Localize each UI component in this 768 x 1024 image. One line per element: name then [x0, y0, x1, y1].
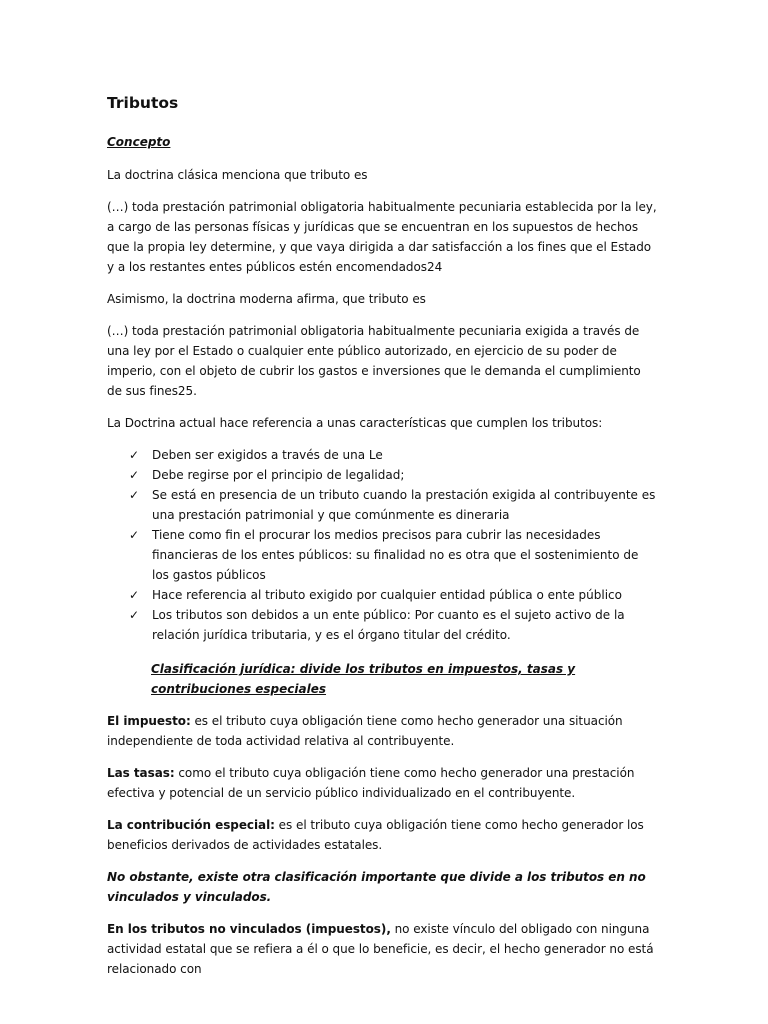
- paragraph-modern-doctrine: Asimismo, la doctrina moderna afirma, que tributo es: [107, 292, 426, 306]
- paragraph-tasas: [107, 763, 659, 803]
- document-body: [107, 92, 659, 991]
- term-contribucion: La contribución especial:: [107, 818, 275, 832]
- classification-heading: Clasificación jurídica: divide los tributos en impuestos, tasas y contribuciones especiales: [151, 662, 576, 696]
- term-tasas: Las tasas:: [107, 766, 175, 780]
- list-item: [107, 485, 659, 525]
- paragraph-no-vinculados: [107, 919, 659, 979]
- checkmark-icon: ✓: [129, 608, 140, 622]
- paragraph-characteristics-intro: La Doctrina actual hace referencia a unas características que cumplen los tributos:: [107, 416, 603, 430]
- paragraph-modern-definition: (…) toda prestación patrimonial obligatoria habitualmente pecuniaria exigida a través de una ley por el Estado o cualquier ente público autorizado, en ejercicio de su poder de imperio, con el objeto de cubrir los gastos e inversiones que le demanda el cumplimiento de sus fines25.: [107, 324, 641, 398]
- list-item: [107, 525, 659, 585]
- definition-impuesto: es el tributo cuya obligación tiene como hecho generador una situación independiente de toda actividad relativa al contribuyente.: [107, 714, 623, 748]
- paragraph-classic-doctrine: La doctrina clásica menciona que tributo es: [107, 168, 368, 182]
- list-item-text: Deben ser exigidos a través de una Le: [152, 448, 383, 462]
- list-item-text: Debe regirse por el principio de legalidad;: [152, 468, 405, 482]
- list-item-text: Hace referencia al tributo exigido por cualquier entidad pública o ente público: [152, 588, 622, 602]
- checkmark-icon: ✓: [129, 468, 140, 482]
- document-title: Tributos: [107, 94, 179, 112]
- list-item: [107, 465, 659, 485]
- list-item-text: Tiene como fin el procurar los medios precisos para cubrir las necesidades financieras de los entes públicos: su finalidad no es otra que el sostenimiento de los gastos públicos: [152, 528, 639, 582]
- list-item: [107, 445, 659, 465]
- definition-tasas: como el tributo cuya obligación tiene como hecho generador una prestación efectiva y potencial de un servicio público individualizado en el contribuyente.: [107, 766, 635, 800]
- checkmark-icon: ✓: [129, 588, 140, 602]
- term-no-vinculados: En los tributos no vinculados (impuestos),: [107, 922, 391, 936]
- term-impuesto: El impuesto:: [107, 714, 191, 728]
- paragraph-other-classification: No obstante, existe otra clasificación importante que divide a los tributos en no vinculados y vinculados.: [107, 870, 646, 904]
- list-item: [107, 605, 659, 645]
- list-item-text: Se está en presencia de un tributo cuando la prestación exigida al contribuyente es una prestación patrimonial y que comúnmente es dineraria: [152, 488, 656, 522]
- paragraph-impuesto: [107, 711, 659, 751]
- checkmark-icon: ✓: [129, 528, 140, 542]
- paragraph-classic-definition: (…) toda prestación patrimonial obligatoria habitualmente pecuniaria establecida por la ley, a cargo de las personas físicas y jurídicas que se encuentran en los supuestos de hechos que la propia ley determine, y que vaya dirigida a dar satisfacción a los fines que el Estado y a los restantes entes públicos estén encomendados24: [107, 200, 657, 274]
- list-item-text: Los tributos son debidos a un ente público: Por cuanto es el sujeto activo de la relación jurídica tributaria, y es el órgano titular del crédito.: [152, 608, 625, 642]
- concept-heading: Concepto: [107, 135, 171, 149]
- checkmark-icon: ✓: [129, 448, 140, 462]
- characteristics-list: [107, 445, 659, 645]
- paragraph-contribucion: [107, 815, 659, 855]
- definition-contribucion: es el tributo cuya obligación tiene como hecho generador los beneficios derivados de actividades estatales.: [107, 818, 644, 852]
- checkmark-icon: ✓: [129, 488, 140, 502]
- definition-no-vinculados: no existe vínculo del obligado con ninguna actividad estatal que se refiera a él o que lo beneficie, es decir, el hecho generador no está relacionado con: [107, 922, 654, 976]
- list-item: [107, 585, 659, 605]
